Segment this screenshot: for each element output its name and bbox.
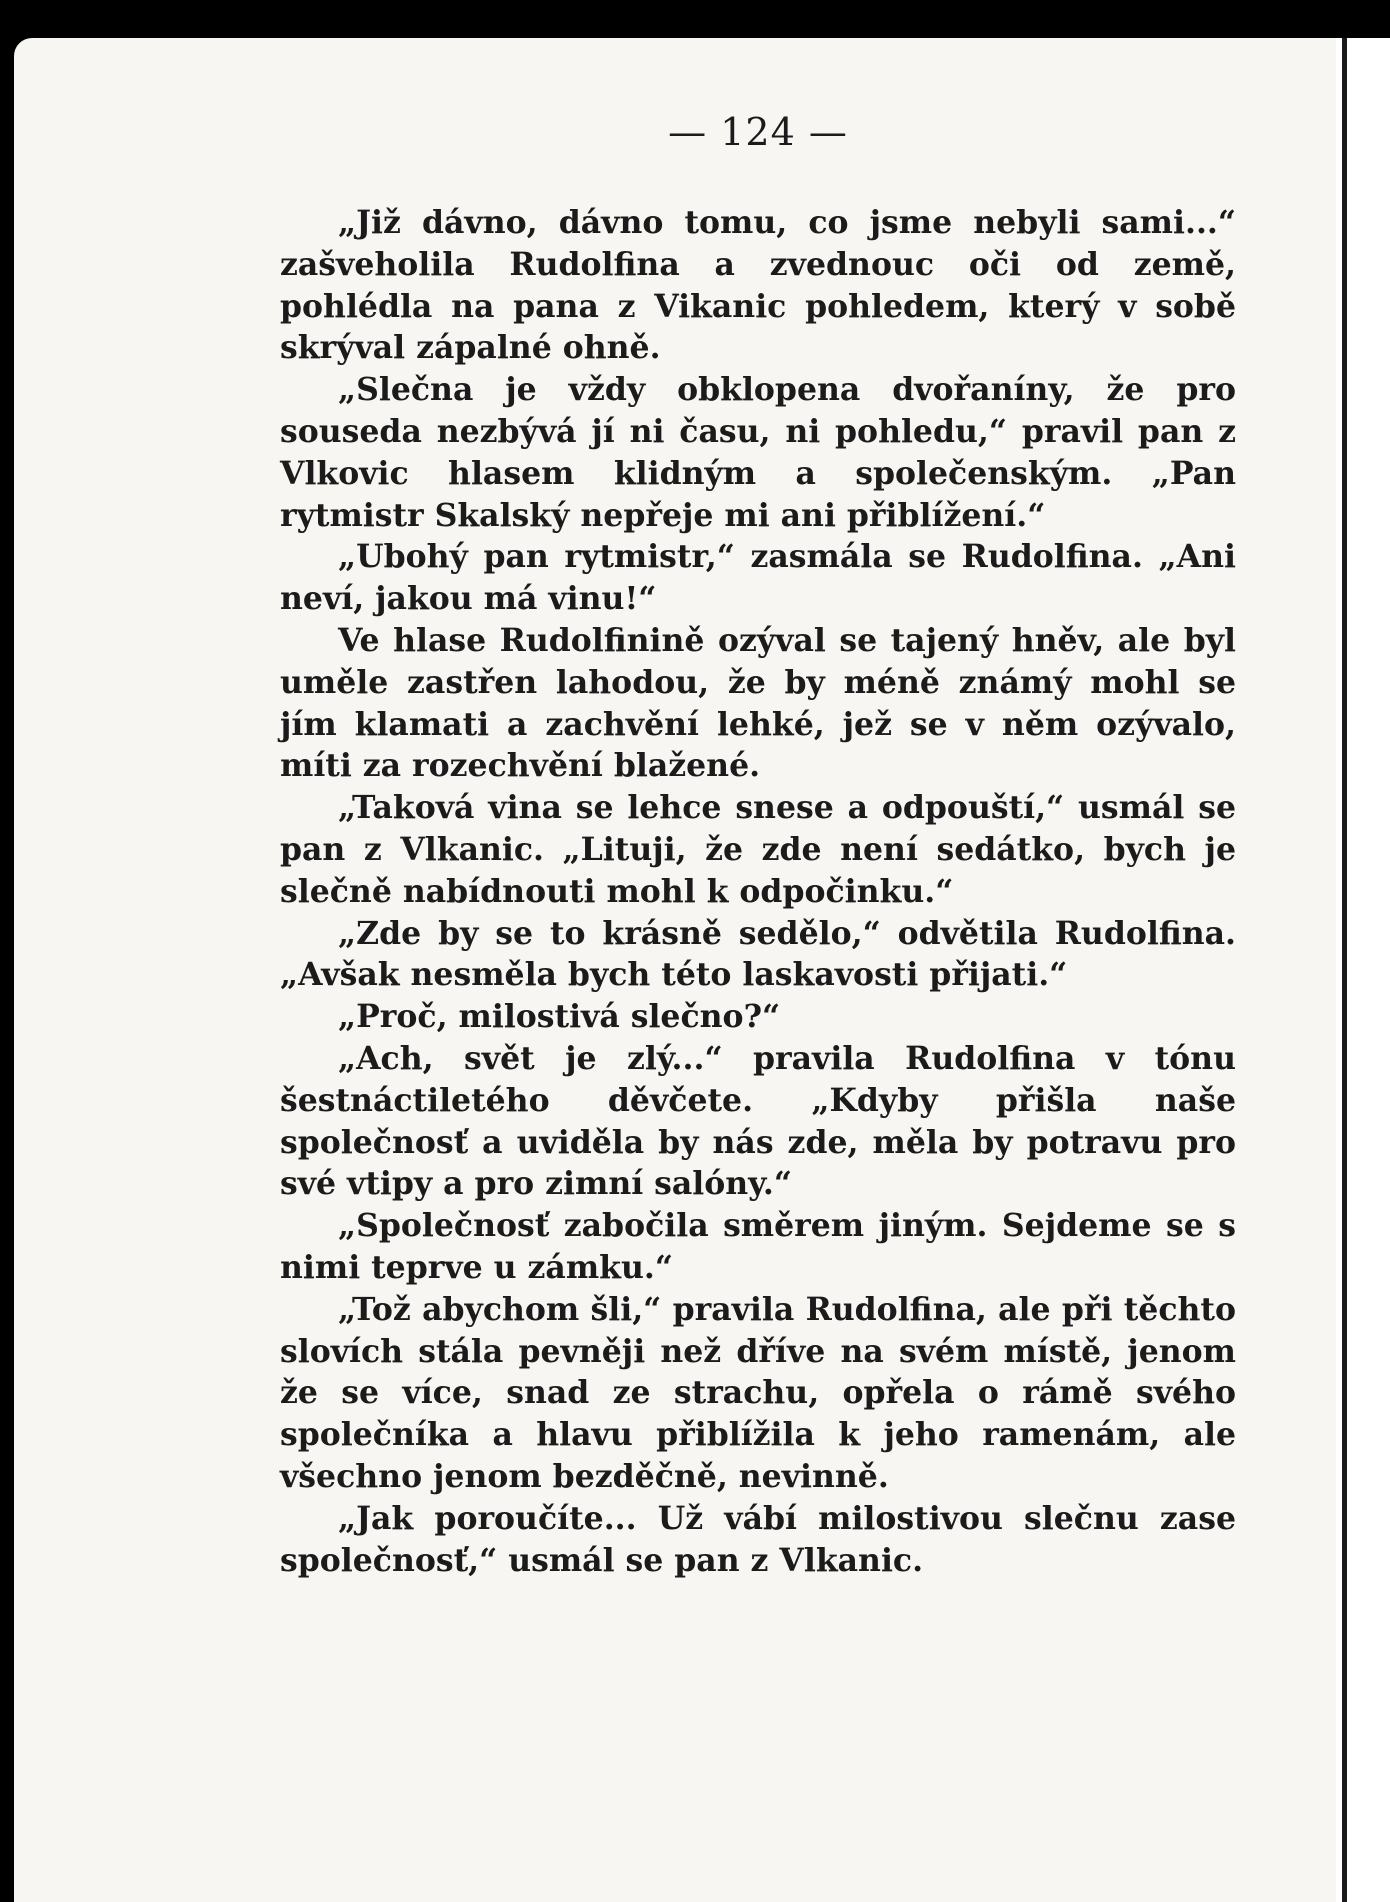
paragraph: „Tož abychom šli,“ pravila Rudolfina, ale při těchto slovích stála pevněji než dříve na svém místě, jenom že se více, snad ze strachu, opřela o rámě svého společníka a hlavu přiblížila k jeho ramenám, ale všechno jenom bezděčně, nevinně. <box>280 1290 1236 1495</box>
paragraph: „Společnosť zabočila směrem jiným. Sejdeme se s nimi teprve u zámku.“ <box>280 1207 1236 1286</box>
paragraph: „Zde by se to krásně sedělo,“ odvětila Rudolfina. „Avšak nesměla bych této laskavosti přijati.“ <box>280 914 1236 994</box>
body-text <box>280 202 1236 1581</box>
paragraph: „Taková vina se lehce snese a odpouští,“ usmál se pan z Vlkanic. „Lituji, že zde není sedátko, bych je slečně nabídnouti mohl k odpočinku.“ <box>280 789 1236 910</box>
paragraph: „Ubohý pan rytmistr,“ zasmála se Rudolfina. „Ani neví, jakou má vinu!“ <box>280 538 1236 618</box>
paragraph: „Slečna je vždy obklopena dvořaníny, že pro souseda nezbývá jí ni času, ni pohledu,“ pravil pan z Vlkovic hlasem klidným a společenským. „Pan rytmistr Skalský nepřeje mi ani přiblížení.“ <box>280 371 1236 534</box>
text-block <box>280 102 1236 1581</box>
page-edge <box>1336 38 1390 1902</box>
page-number: — 124 — <box>668 110 848 154</box>
paragraph: „Již dávno, dávno tomu, co jsme nebyli sami...“ zašveholila Rudolfina a zvednouc oči od země, pohlédla na pana z Vikanic pohledem, který v sobě skrýval zápalné ohně. <box>280 204 1236 367</box>
paragraph: „Jak poroučíte... Už vábí milostivou slečnu zase společnosť,“ usmál se pan z Vlkanic. <box>280 1499 1236 1579</box>
paragraph: „Ach, svět je zlý...“ pravila Rudolfina v tónu šestnáctiletého děvčete. „Kdyby přišla naše společnosť a uviděla by nás zde, měla by potravu pro své vtipy a pro zimní salóny.“ <box>280 1039 1236 1203</box>
paragraph: „Proč, milostivá slečno?“ <box>338 998 781 1036</box>
paragraph: Ve hlase Rudolfinině ozýval se tajený hněv, ale byl uměle zastřen lahodou, že by méně známý mohl se jím klamati a zachvění lehké, jež se v něm ozývalo, míti za rozechvění blažené. <box>280 621 1236 785</box>
